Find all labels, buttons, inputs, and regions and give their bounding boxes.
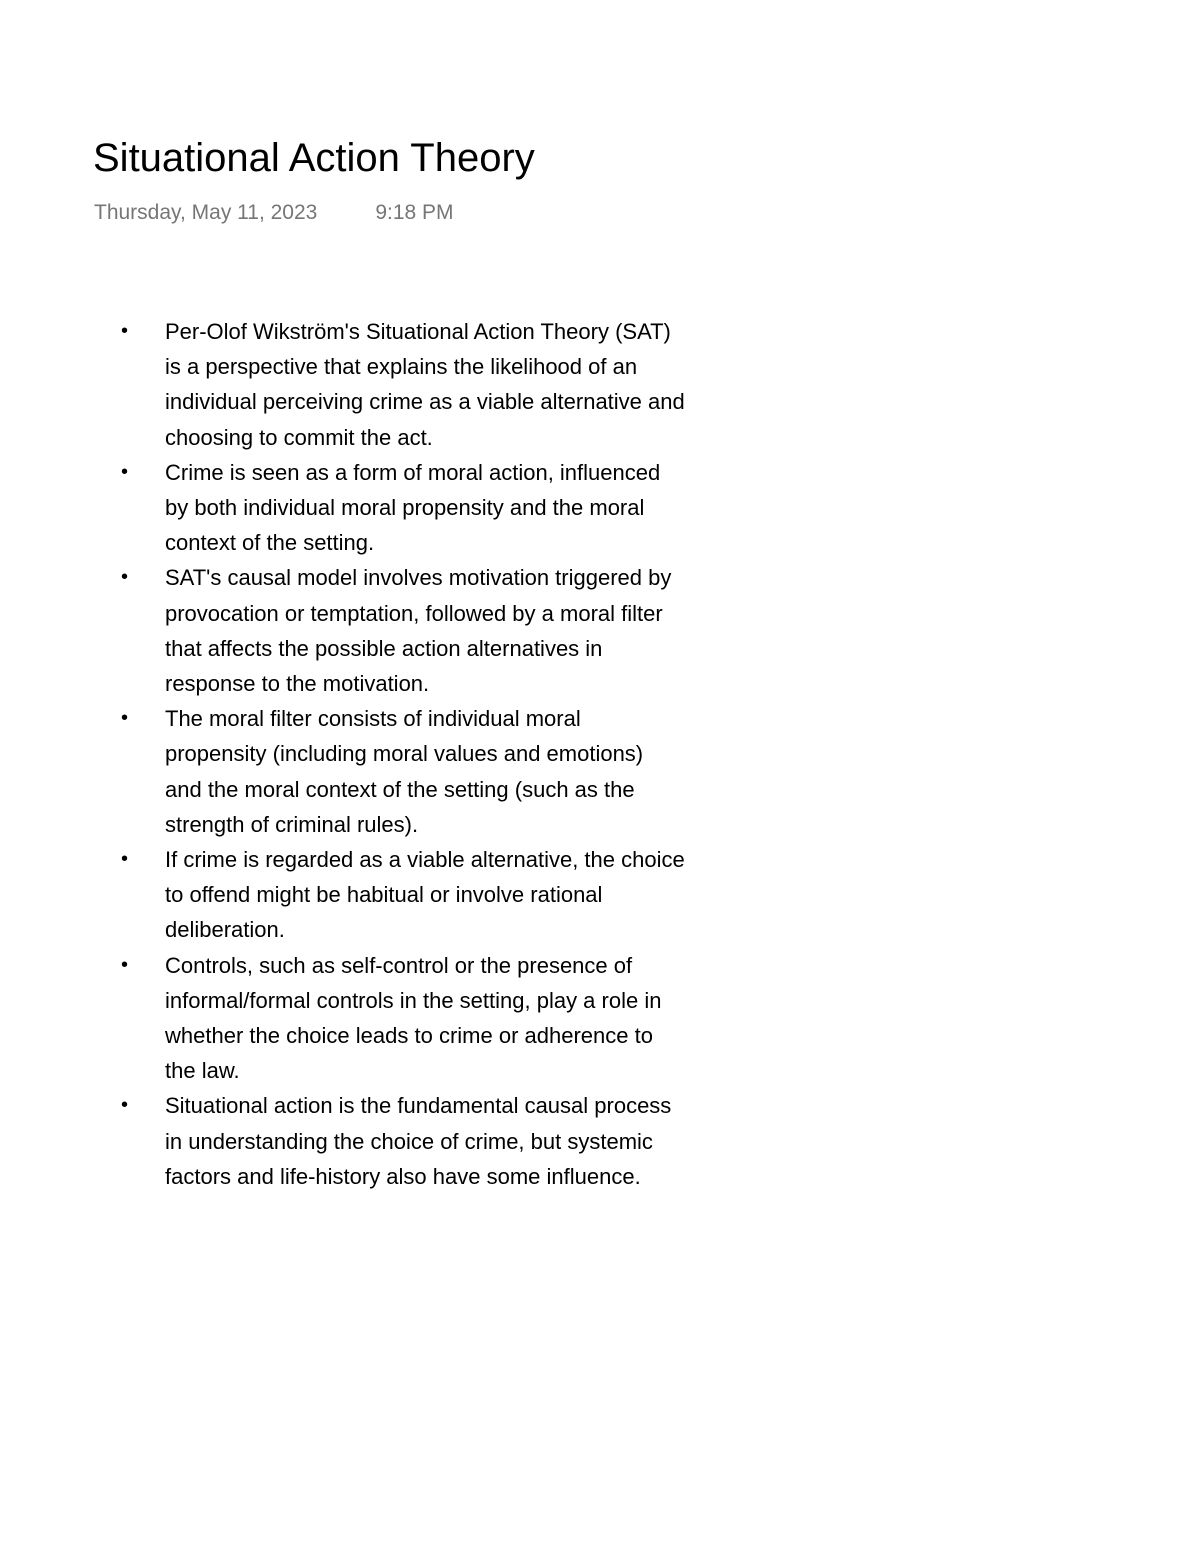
list-item-text: The moral filter consists of individual moral propensity (including moral values and emotions) and the moral context of the setting (such as the strength of criminal rules). xyxy=(165,706,644,837)
page-title: Situational Action Theory xyxy=(93,136,535,180)
list-item xyxy=(121,455,685,561)
bullet-icon: • xyxy=(121,460,129,483)
bullet-icon: • xyxy=(121,707,129,730)
list-item xyxy=(121,560,685,701)
list-item xyxy=(121,1088,685,1194)
list-item-text: Controls, such as self-control or the presence of informal/formal controls in the setting, play a role in whether the choice leads to crime or adherence to the law. xyxy=(165,952,662,1084)
bullet-icon: • xyxy=(121,566,129,589)
bullet-list xyxy=(121,314,685,1194)
list-item xyxy=(121,701,685,842)
bullet-icon: • xyxy=(121,953,129,976)
bullet-icon: • xyxy=(121,848,129,871)
list-item xyxy=(121,948,685,1089)
bullet-icon: • xyxy=(121,320,129,342)
bullet-icon: • xyxy=(121,1094,129,1117)
list-item xyxy=(121,842,685,948)
page-timestamp xyxy=(94,198,454,228)
list-item xyxy=(121,314,685,455)
page-time: 9:18 PM xyxy=(375,201,454,224)
list-item-text: Situational action is the fundamental causal process in understanding the choice of crime, but systemic factors and life-history also have some influence. xyxy=(165,1093,672,1189)
list-item-text: Per-Olof Wikström's Situational Action Theory (SAT) is a perspective that explains the likelihood of an individual perceiving crime as a viable alternative and choosing to commit the act. xyxy=(165,319,685,450)
list-item-text: If crime is regarded as a viable alternative, the choice to offend might be habitual or involve rational deliberation. xyxy=(165,847,685,943)
list-item-text: Crime is seen as a form of moral action, influenced by both individual moral propensity and the moral context of the setting. xyxy=(165,459,661,556)
page-date: Thursday, May 11, 2023 xyxy=(94,201,318,224)
list-item-text: SAT's causal model involves motivation triggered by provocation or temptation, followed by a moral filter that affects the possible action alternatives in response to the motivation. xyxy=(165,565,672,697)
